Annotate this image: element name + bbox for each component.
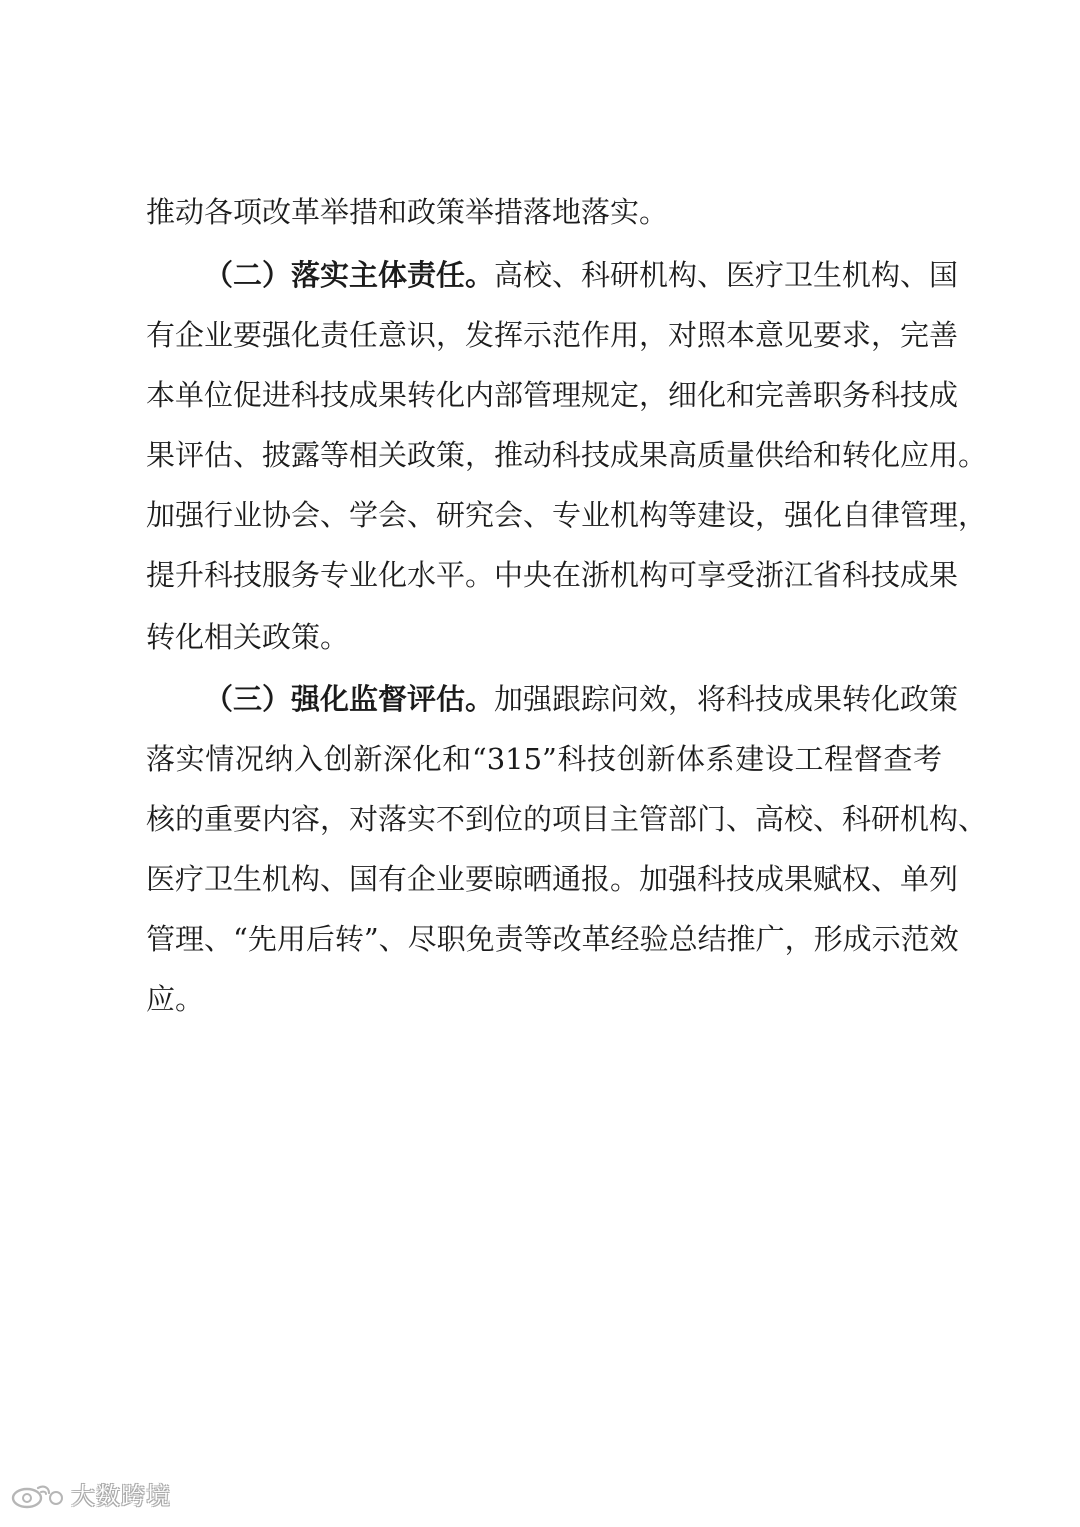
section-3-line: 管理、“先用后转”、尽职免责等改革经验总结推广，形成示范效 — [146, 922, 959, 956]
section-2-last-line: 转化相关政策。 — [146, 620, 350, 654]
section-2-line: 果评估、披露等相关政策，推动科技成果高质量供给和转化应用。 — [146, 438, 988, 472]
section-3-first-line — [204, 669, 959, 729]
watermark-text: 大数跨境 — [71, 1482, 171, 1510]
section-3-line: 核的重要内容，对落实不到位的项目主管部门、高校、科研机构、 — [146, 802, 988, 836]
paragraph-line: 推动各项改革举措和政策举措落地落实。 — [146, 195, 669, 229]
section-2-line: 提升科技服务专业化水平。中央在浙机构可享受浙江省科技成果 — [146, 558, 959, 592]
section-2-line: 加强行业协会、学会、研究会、专业机构等建设，强化自律管理， — [146, 498, 988, 532]
section-2-first-line — [204, 245, 959, 305]
section-3-lead-text: 加强跟踪问效，将科技成果转化政策 — [494, 682, 959, 716]
weibo-logo-icon — [10, 1482, 65, 1510]
section-3-heading: （三）强化监督评估。 — [204, 682, 495, 716]
section-3-last-line: 应。 — [146, 982, 205, 1016]
section-3-line: 落实情况纳入创新深化和“315”科技创新体系建设工程督查考 — [146, 742, 942, 776]
section-2-line: 本单位促进科技成果转化内部管理规定，细化和完善职务科技成 — [146, 378, 959, 412]
document-page — [146, 0, 988, 1527]
section-3-line: 医疗卫生机构、国有企业要晾晒通报。加强科技成果赋权、单列 — [146, 862, 959, 896]
section-2-line: 有企业要强化责任意识，发挥示范作用，对照本意见要求，完善 — [146, 318, 959, 352]
watermark — [10, 1478, 171, 1514]
section-2-heading: （二）落实主体责任。 — [204, 258, 495, 292]
section-2-lead-text: 高校、科研机构、医疗卫生机构、国 — [494, 258, 959, 292]
